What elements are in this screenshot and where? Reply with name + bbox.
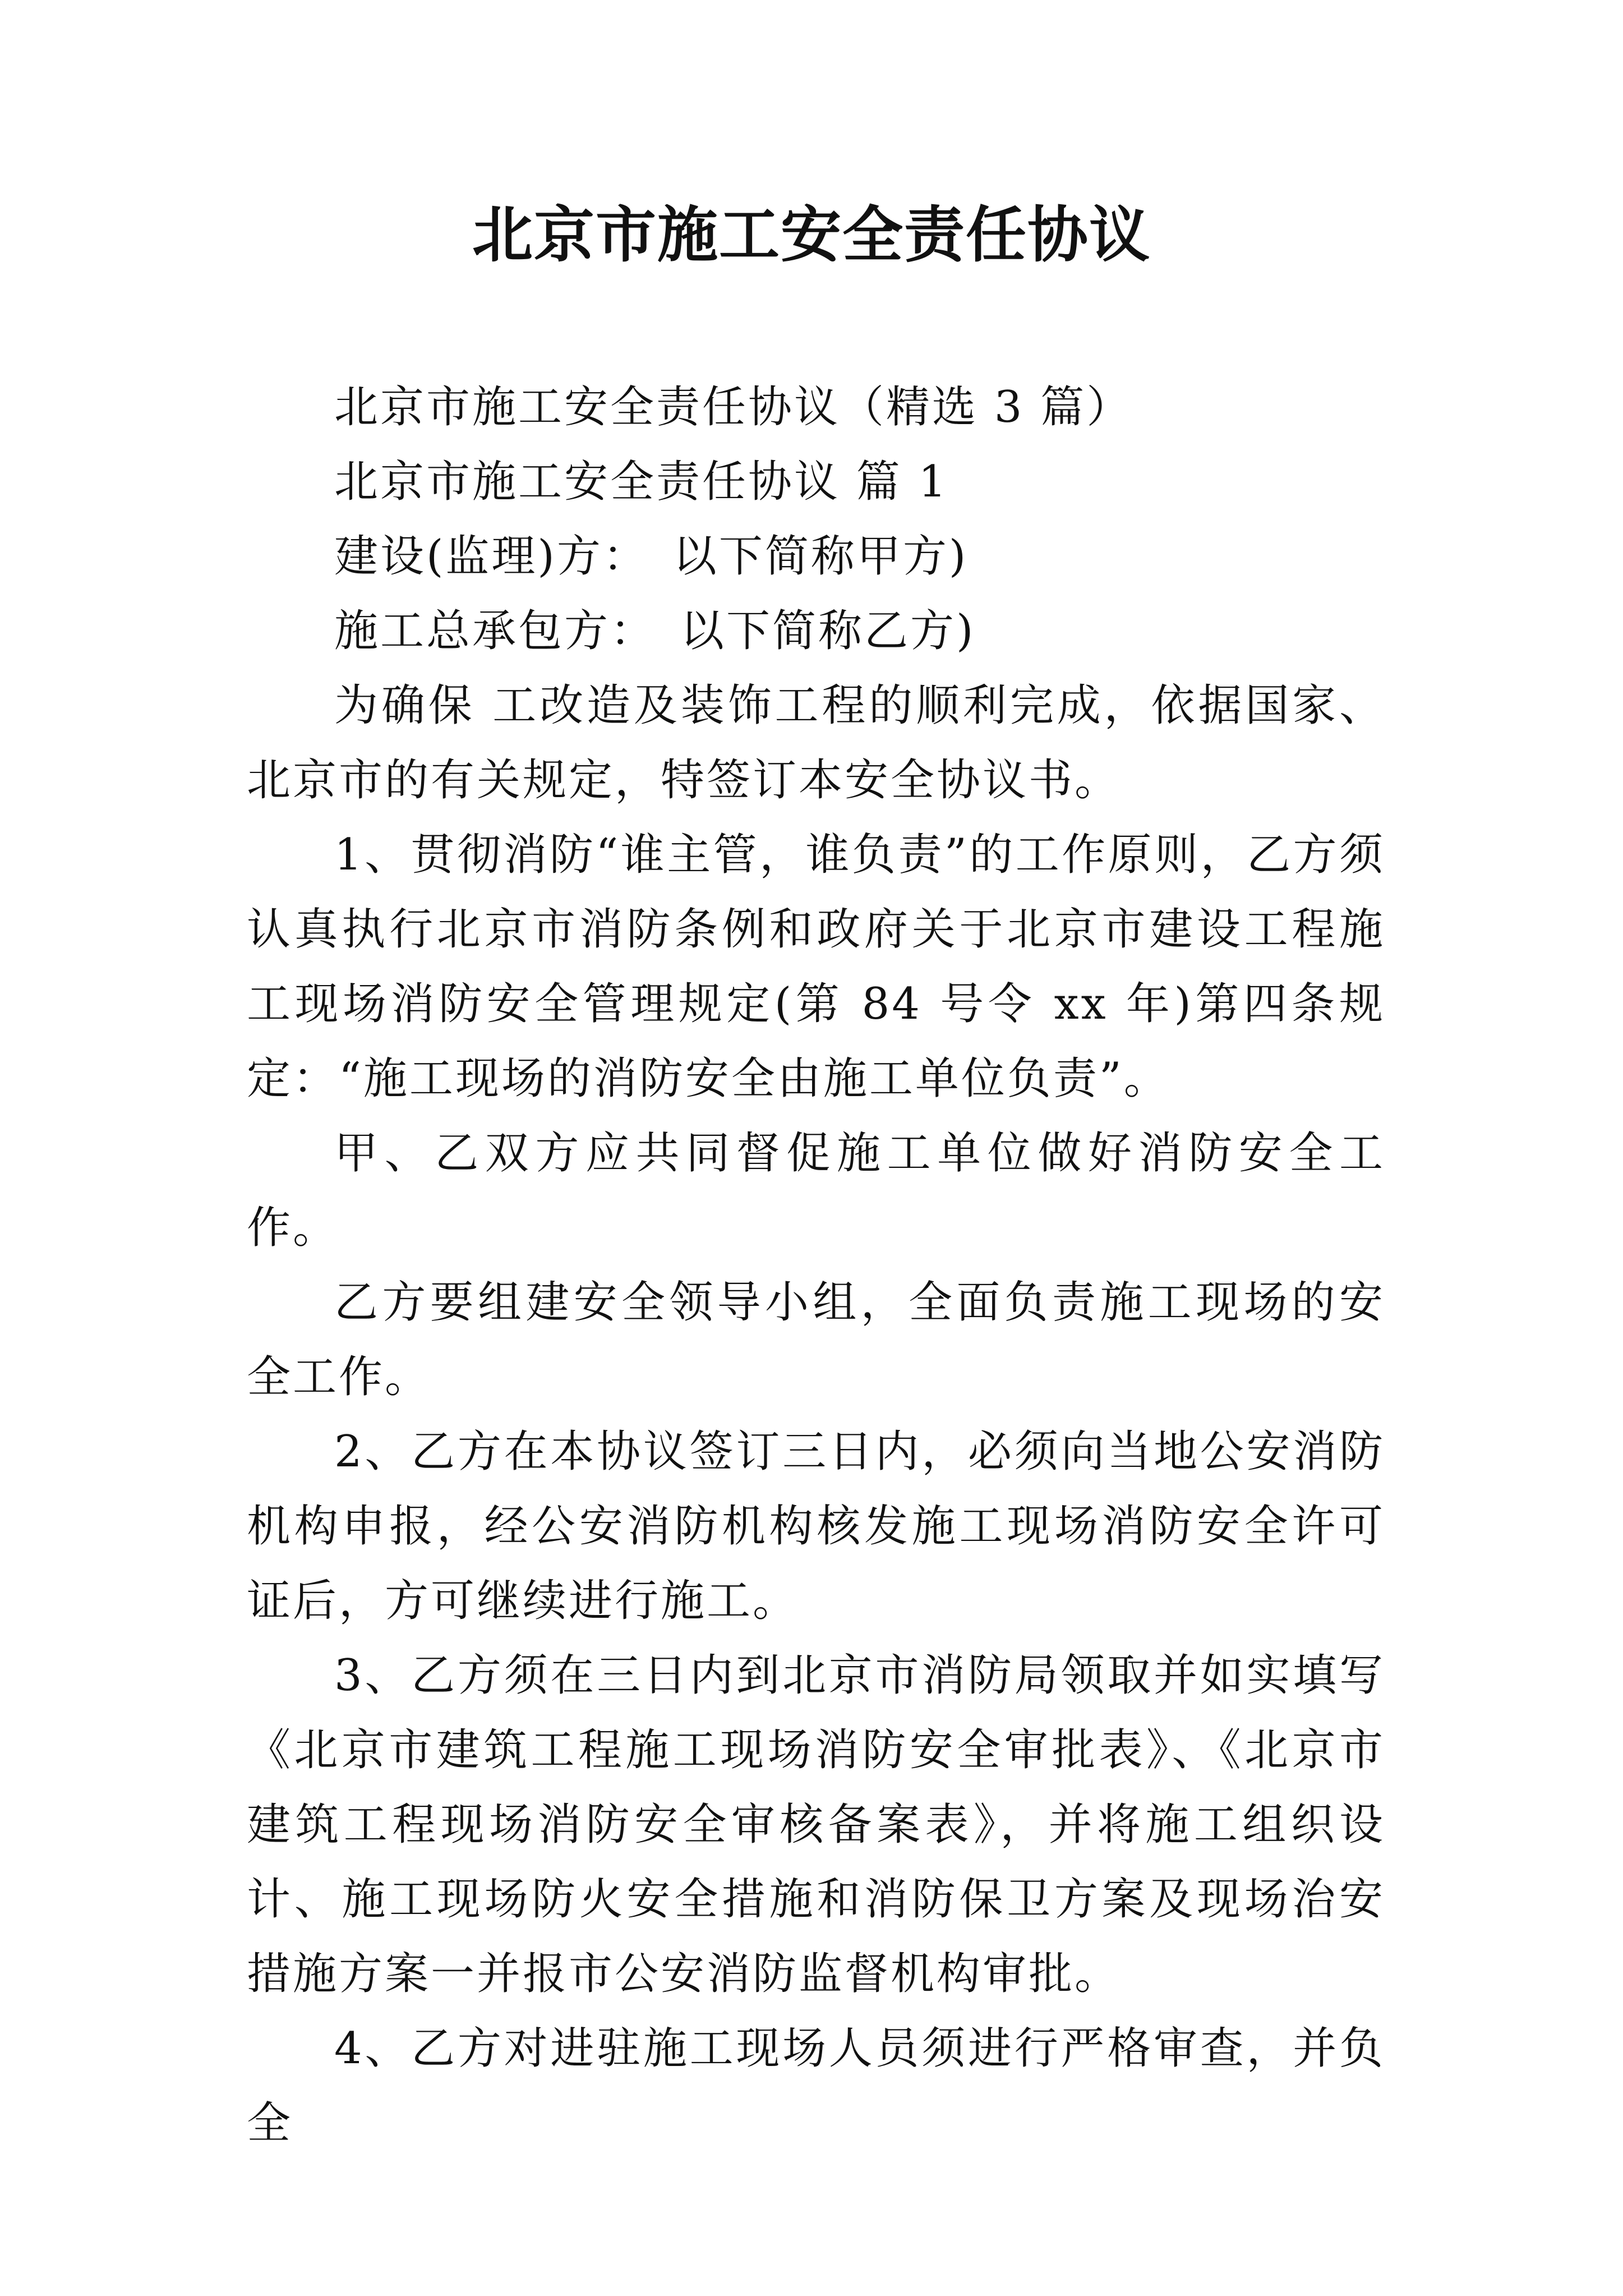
paragraph: 建设(监理)方： 以下简称甲方) [334, 531, 969, 582]
paragraph: 北京市施工安全责任协议 篇 1 [334, 457, 949, 507]
paragraph: 北京市施工安全责任协议（精选 3 篇） [334, 382, 1133, 432]
paragraph: 1、贯彻消防“谁主管，谁负责”的工作原则，乙方须认真执行北京市消防条例和政府关于北京市建设工程施工现场消防安全管理规定(第 84 号令 xx 年)第四条规定：“施工现场的消防安全由施工单位负责”。 [247, 830, 1385, 1104]
paragraph: 2、乙方在本协议签订三日内，必须向当地公安消防机构申报，经公安消防机构核发施工现场消防安全许可证后，方可继续进行施工。 [247, 1427, 1385, 1626]
paragraph: 4、乙方对进驻施工现场人员须进行严格审查，并负全 [247, 2023, 1385, 2148]
paragraph: 3、乙方须在三日内到北京市消防局领取并如实填写《北京市建筑工程施工现场消防安全审批表》、《北京市建筑工程现场消防安全审核备案表》，并将施工组织设计、施工现场防火安全措施和消防保卫方案及现场治安措施方案一并报市公安消防监督机构审批。 [247, 1650, 1385, 1999]
paragraph: 为确保 工改造及装饰工程的顺利完成，依据国家、北京市的有关规定，特签订本安全协议书。 [247, 680, 1385, 806]
document-title: 北京市施工安全责任协议 [472, 200, 1151, 270]
paragraph: 甲、乙双方应共同督促施工单位做好消防安全工作。 [247, 1128, 1385, 1253]
paragraph: 施工总承包方： 以下简称乙方) [334, 606, 976, 656]
document-body [247, 370, 1385, 2161]
paragraph: 乙方要组建安全领导小组，全面负责施工现场的安全工作。 [247, 1277, 1385, 1402]
